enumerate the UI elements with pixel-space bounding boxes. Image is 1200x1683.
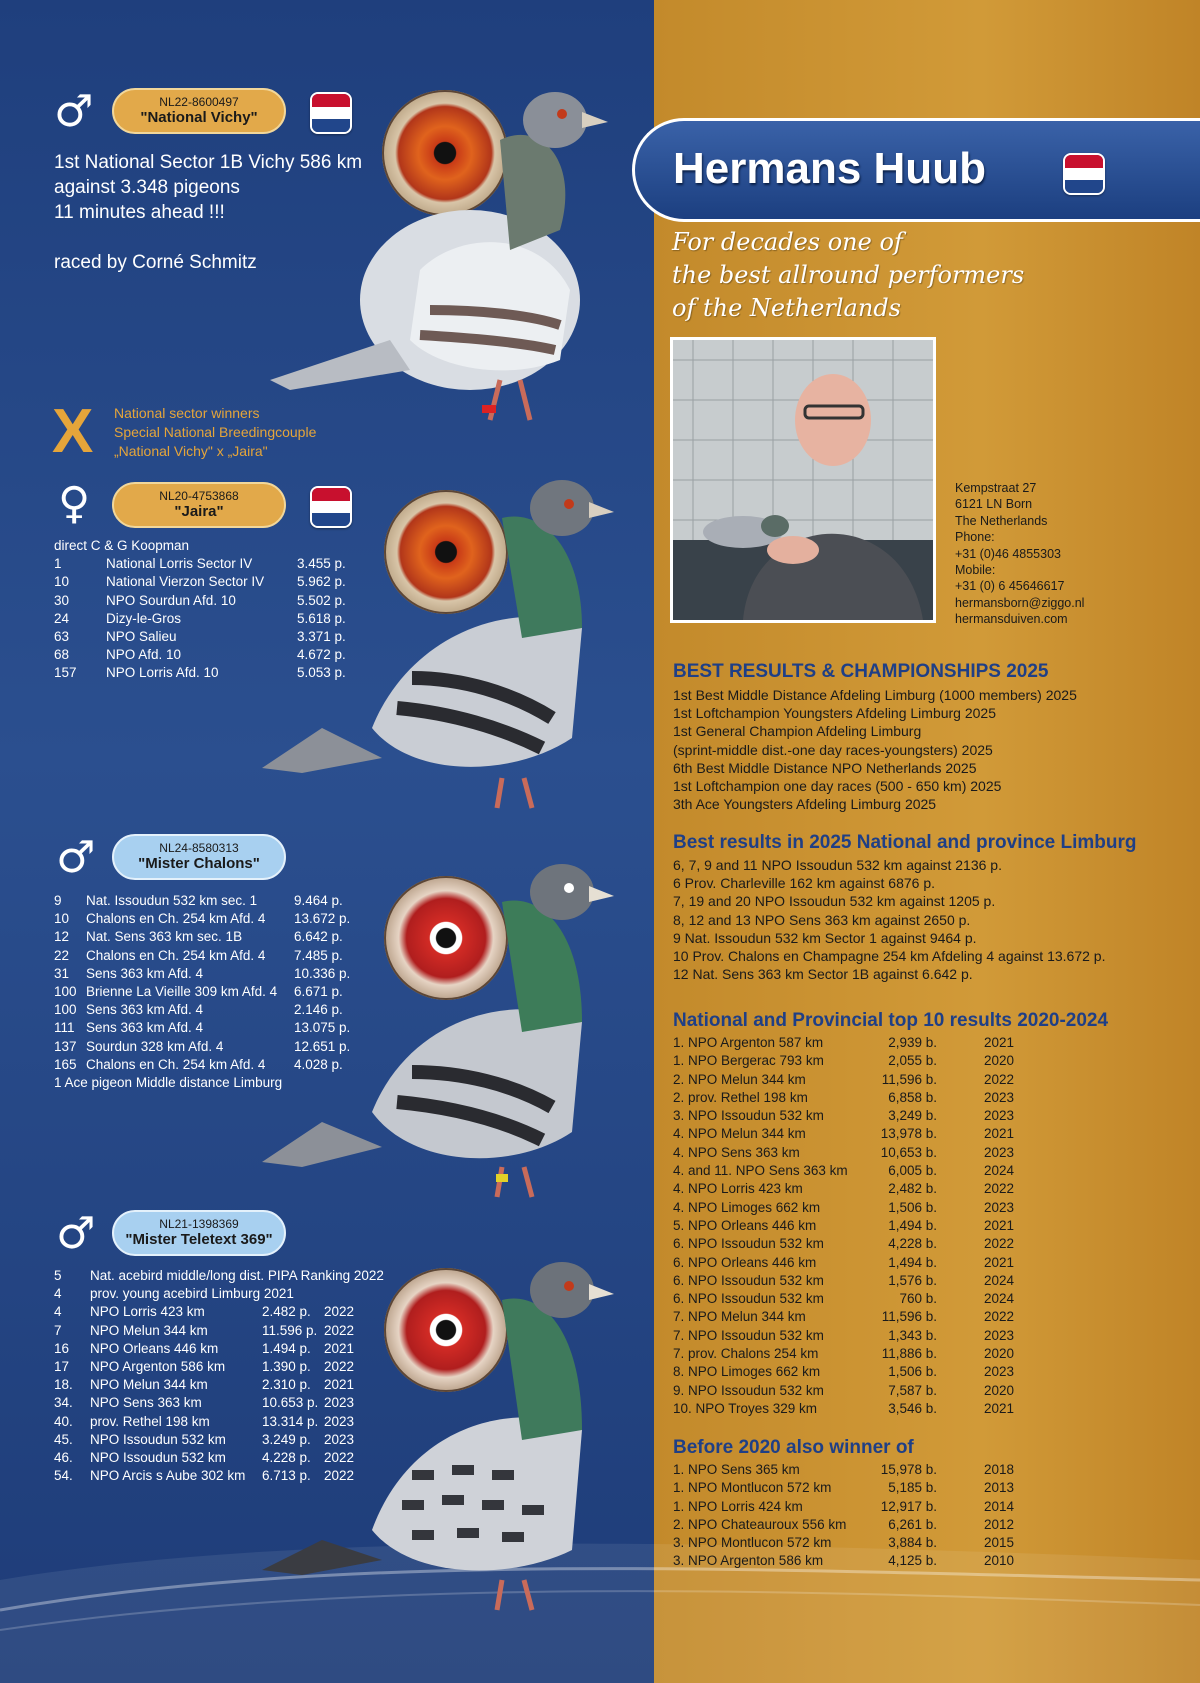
cell: 4. and 11. NPO Sens 363 km: [673, 1163, 848, 1179]
table-row: [673, 1235, 1073, 1253]
cell: 760 b.: [899, 1291, 937, 1307]
cell: 2,939 b.: [888, 1035, 937, 1050]
cell: 34.: [54, 1395, 73, 1411]
list-item: 7, 19 and 20 NPO Issoudun 532 km against 1205 p.: [673, 893, 996, 910]
cell: 6.671 p.: [294, 983, 343, 999]
top10-heading: National and Provincial top 10 results 2020-2024: [673, 1010, 1109, 1031]
ring-number: NL24-8580313: [159, 841, 239, 855]
text-line: 11 minutes ahead !!!: [54, 202, 225, 223]
table-row: [673, 1400, 1073, 1418]
text-line: „National Vichy" x „Jaira": [114, 443, 268, 459]
contact-block: [955, 480, 1084, 628]
cell: National Lorris Sector IV: [106, 556, 253, 572]
netherlands-flag-icon: [1063, 153, 1105, 195]
email-link[interactable]: hermansborn@ziggo.nl: [955, 595, 1085, 610]
title-banner: [632, 118, 1200, 222]
cell: 2020: [984, 1346, 1015, 1362]
cell: 4. NPO Lorris 423 km: [673, 1181, 803, 1197]
website-link[interactable]: hermansduiven.com: [955, 612, 1068, 627]
table-row: [673, 1516, 1073, 1534]
cell: 12,917 b.: [880, 1498, 937, 1514]
cell: 1. NPO Sens 365 km: [673, 1462, 800, 1477]
cell: 2010: [984, 1553, 1015, 1569]
cell: Sens 363 km Afd. 4: [86, 1002, 204, 1018]
results-2025-list: [673, 856, 1105, 983]
before2020-table: [673, 1461, 1073, 1571]
ring-number: NL22-8600497: [159, 95, 239, 109]
cell: 13,978 b.: [880, 1126, 937, 1142]
cell: 2024: [984, 1163, 1015, 1179]
table-row: [673, 1382, 1073, 1400]
cell: National Vierzon Sector IV: [106, 574, 265, 590]
cell: 2021: [984, 1126, 1015, 1142]
list-item: 1st Loftchampion one day races (500 - 650 km) 2025: [673, 778, 1002, 795]
cell: 45.: [54, 1431, 73, 1447]
cell: 3,884 b.: [888, 1535, 937, 1551]
cell: prov. young acebird Limburg 2021: [90, 1286, 294, 1302]
top10-table: [673, 1034, 1073, 1418]
text-line: Special National Breedingcouple: [114, 424, 317, 440]
cell: 30: [54, 592, 70, 608]
cell: 2023: [984, 1144, 1015, 1160]
phone-number: +31 (0)46 4855303: [955, 546, 1061, 561]
cell: 3,546 b.: [888, 1400, 937, 1416]
cell: Sourdun 328 km Afd. 4: [86, 1038, 224, 1054]
cell: 11,596 b.: [881, 1309, 937, 1325]
pigeon-name: "Mister Teletext 369": [125, 1231, 273, 1248]
cell: 2022: [324, 1322, 355, 1338]
table-row: [673, 1479, 1073, 1497]
cell: NPO Melun 344 km: [90, 1377, 208, 1393]
list-item: 12 Nat. Sens 363 km Sector 1B against 6.642 p.: [673, 966, 973, 983]
cell: 2023: [984, 1327, 1015, 1343]
cell: 4.228 p.: [262, 1449, 311, 1465]
cell: 9.464 p.: [294, 893, 343, 908]
cell: 2021: [984, 1400, 1015, 1416]
cell: 10.653 p.: [262, 1395, 319, 1411]
table-row: [673, 1345, 1073, 1363]
tagline-line: of the Netherlands: [672, 294, 901, 322]
cell: 2023: [324, 1413, 355, 1429]
cell: 7. NPO Issoudun 532 km: [673, 1327, 824, 1343]
cell: 5,185 b.: [888, 1480, 937, 1496]
cell: Brienne La Vieille 309 km Afd. 4: [86, 983, 278, 999]
cell: 2021: [984, 1217, 1015, 1233]
cell: 4. NPO Limoges 662 km: [673, 1199, 821, 1215]
cell: 2022: [984, 1309, 1015, 1325]
cell: NPO Melun 344 km: [90, 1322, 208, 1338]
cell: NPO Orleans 446 km: [90, 1340, 219, 1356]
cell: 4,228 b.: [888, 1236, 937, 1252]
text-line: National sector winners: [114, 405, 260, 421]
cell: 10: [54, 574, 70, 590]
cell: 1,576 b.: [888, 1272, 937, 1288]
cell: 1. NPO Montlucon 572 km: [673, 1480, 832, 1496]
cell: NPO Lorris Afd. 10: [106, 665, 219, 681]
cell: 7. NPO Melun 344 km: [673, 1309, 806, 1325]
text-line: 1st National Sector 1B Vichy 586 km: [54, 152, 363, 173]
cell: 13.314 p.: [262, 1413, 319, 1429]
intro-text: direct C & G Koopman: [54, 538, 190, 553]
cell: 2023: [984, 1108, 1015, 1124]
cell: 2020: [984, 1053, 1015, 1069]
cell: 2,055 b.: [888, 1053, 937, 1069]
cell: 5. NPO Orleans 446 km: [673, 1217, 817, 1233]
cell: 2022: [324, 1358, 355, 1374]
address-line: Kempstraat 27: [955, 481, 1037, 495]
cell: Chalons en Ch. 254 km Afd. 4: [86, 947, 266, 963]
list-item: 6th Best Middle Distance NPO Netherlands 2025: [673, 759, 977, 776]
address-line: The Netherlands: [955, 513, 1048, 528]
cell: NPO Sourdun Afd. 10: [106, 592, 236, 608]
table-row: [673, 1272, 1073, 1290]
cell: 1.390 p.: [262, 1358, 311, 1374]
cell: 10: [54, 911, 70, 927]
cell: 4.672 p.: [297, 647, 346, 663]
cell: 5.962 p.: [297, 574, 346, 590]
ring-badge: [112, 482, 286, 528]
cell: 4: [54, 1286, 62, 1302]
cell: 5.502 p.: [297, 592, 346, 608]
tagline-line: For decades one of: [672, 228, 903, 256]
pigeon-name: "Mister Chalons": [138, 855, 260, 872]
best-results-list: [673, 686, 1077, 813]
cell: 16: [54, 1340, 70, 1356]
table-row: [673, 1217, 1073, 1235]
cell: NPO Lorris 423 km: [90, 1304, 205, 1320]
male-icon: ♂: [56, 832, 96, 883]
mobile-label: Mobile:: [955, 563, 996, 578]
cell: Nat. Sens 363 km sec. 1B: [86, 929, 243, 945]
cell: 63: [54, 628, 70, 644]
cell: NPO Sens 363 km: [90, 1395, 202, 1411]
cell: Chalons en Ch. 254 km Afd. 4: [86, 911, 266, 927]
cell: 2023: [984, 1364, 1015, 1380]
cell: 2022: [324, 1468, 355, 1484]
cell: 6. NPO Orleans 446 km: [673, 1254, 817, 1270]
pigeon-photo: [260, 80, 640, 450]
cell: 1. NPO Argenton 587 km: [673, 1035, 824, 1050]
table-row: [673, 1089, 1073, 1107]
cell: 9. NPO Issoudun 532 km: [673, 1382, 824, 1398]
cell: 7,587 b.: [888, 1382, 937, 1398]
cell: 3.371 p.: [297, 628, 346, 644]
text-line: raced by Corné Schmitz: [54, 252, 257, 273]
cell: 13.672 p.: [294, 911, 351, 927]
breeder-photo: [670, 337, 936, 623]
list-item: 1st General Champion Afdeling Limburg: [673, 723, 922, 740]
cell: 54.: [54, 1468, 73, 1484]
cell: 12: [54, 929, 70, 945]
cell: Nat. Issoudun 532 km sec. 1: [86, 893, 258, 908]
mobile-number: +31 (0) 6 45646617: [955, 579, 1065, 594]
cell: 6,005 b.: [888, 1163, 937, 1179]
cell: 2022: [984, 1181, 1015, 1197]
cell: 2013: [984, 1480, 1015, 1496]
ring-number: NL21-1398369: [159, 1217, 239, 1231]
cell: Sens 363 km Afd. 4: [86, 965, 204, 981]
cell: 6,858 b.: [888, 1089, 937, 1105]
table-row: [673, 1534, 1073, 1552]
ring-badge: [112, 834, 286, 880]
phone-label: Phone:: [955, 530, 995, 545]
cell: 11.596 p.: [262, 1322, 318, 1338]
cell: 1,494 b.: [888, 1217, 937, 1233]
cell: 2023: [984, 1199, 1015, 1215]
cell: 11,596 b.: [881, 1071, 937, 1087]
male-icon: ♂: [54, 86, 94, 137]
cell: 2024: [984, 1291, 1015, 1307]
pigeon-photo: [262, 862, 642, 1232]
list-item: 3th Ace Youngsters Afdeling Limburg 2025: [673, 796, 937, 813]
ring-badge: [112, 1210, 286, 1256]
cell: 2022: [984, 1236, 1015, 1252]
cell: 5.053 p.: [297, 665, 346, 681]
table-row: [673, 1071, 1073, 1089]
cell: 4: [54, 1304, 62, 1320]
cell: 6.642 p.: [294, 929, 343, 945]
cell: 13.075 p.: [294, 1020, 351, 1036]
cell: 9: [54, 893, 62, 908]
cell: 6. NPO Issoudun 532 km: [673, 1272, 824, 1288]
cell: NPO Arcis s Aube 302 km: [90, 1468, 246, 1484]
table-row: [673, 1363, 1073, 1381]
cell: 2023: [324, 1395, 355, 1411]
table-row: [673, 1308, 1073, 1326]
cell: 1,494 b.: [888, 1254, 937, 1270]
ring-number: NL20-4753868: [159, 489, 239, 503]
cell: 24: [54, 610, 70, 626]
cell: 111: [54, 1020, 75, 1036]
table-row: [673, 1125, 1073, 1143]
cell: 46.: [54, 1449, 73, 1465]
pigeon-photo: [262, 1260, 642, 1640]
cell: 4. NPO Melun 344 km: [673, 1126, 806, 1142]
cell: 2015: [984, 1535, 1015, 1551]
list-item: (sprint-middle dist.-one day races-youngsters) 2025: [673, 741, 993, 758]
text-line: against 3.348 pigeons: [54, 177, 240, 198]
cell: 2014: [984, 1498, 1015, 1514]
cell: 1,506 b.: [888, 1364, 937, 1380]
cell: 1,343 b.: [888, 1327, 937, 1343]
cell: 2012: [984, 1516, 1015, 1532]
cell: Chalons en Ch. 254 km Afd. 4: [86, 1056, 266, 1072]
cell: 2022: [984, 1071, 1015, 1087]
male-icon: ♂: [56, 1208, 96, 1259]
cell: 4.028 p.: [294, 1056, 343, 1072]
cell: 2022: [324, 1449, 355, 1465]
cell: 31: [54, 965, 70, 981]
table-row: [673, 1052, 1073, 1070]
cell: 1.494 p.: [262, 1340, 311, 1356]
cell: 15,978 b.: [880, 1462, 937, 1477]
table-row: [673, 1290, 1073, 1308]
cell: 1: [54, 556, 62, 572]
cell: 2021: [324, 1377, 355, 1393]
cell: 2.310 p.: [262, 1377, 311, 1393]
cross-symbol: X: [52, 397, 94, 466]
table-row: [673, 1107, 1073, 1125]
cell: 4. NPO Sens 363 km: [673, 1144, 800, 1160]
cell: 6. NPO Issoudun 532 km: [673, 1236, 824, 1252]
cell: 157: [54, 665, 77, 681]
list-item: 6 Prov. Charleville 162 km against 6876 p.: [673, 875, 935, 892]
list-item: 6, 7, 9 and 11 NPO Issoudun 532 km against 2136 p.: [673, 857, 1002, 873]
cell: 6. NPO Issoudun 532 km: [673, 1291, 824, 1307]
cell: 100: [54, 983, 77, 999]
cell: 2023: [984, 1089, 1015, 1105]
cell: NPO Afd. 10: [106, 647, 182, 663]
cell: 2020: [984, 1382, 1015, 1398]
table-row: [673, 1180, 1073, 1198]
cell: 2022: [324, 1304, 355, 1320]
cell: 11,886 b.: [881, 1346, 937, 1362]
cell: 2021: [984, 1254, 1015, 1270]
cell: 2021: [984, 1035, 1015, 1050]
cell: 10. NPO Troyes 329 km: [673, 1400, 818, 1416]
cell: 3. NPO Argenton 586 km: [673, 1553, 824, 1569]
cell: 17: [54, 1358, 70, 1374]
cell: 2.146 p.: [294, 1002, 343, 1018]
cell: 2.482 p.: [262, 1304, 311, 1320]
cell: 6,261 b.: [888, 1516, 937, 1532]
cell: 10,653 b.: [880, 1144, 937, 1160]
cell: 1,506 b.: [888, 1199, 937, 1215]
cell: 18.: [54, 1377, 73, 1393]
cell: 3. NPO Montlucon 572 km: [673, 1535, 832, 1551]
best-results-heading: BEST RESULTS & CHAMPIONSHIPS 2025: [673, 661, 1049, 682]
cell: 2018: [984, 1462, 1015, 1477]
cell: 2,482 b.: [888, 1181, 937, 1197]
cell: 2024: [984, 1272, 1015, 1288]
cell: 7. prov. Chalons 254 km: [673, 1346, 819, 1362]
cell: Sens 363 km Afd. 4: [86, 1020, 204, 1036]
cell: 165: [54, 1056, 77, 1072]
table-row: [673, 1552, 1073, 1570]
footer-text: 1 Ace pigeon Middle distance Limburg: [54, 1074, 283, 1090]
pigeon-photo: [262, 478, 642, 848]
table-row: [673, 1199, 1073, 1217]
cell: NPO Argenton 586 km: [90, 1358, 226, 1374]
cell: 100: [54, 1002, 77, 1018]
cell: 6.713 p.: [262, 1468, 311, 1484]
results-2025-heading: Best results in 2025 National and province Limburg: [673, 832, 1137, 853]
cell: 1. NPO Lorris 424 km: [673, 1498, 803, 1514]
cell: 5: [54, 1268, 62, 1283]
table-row: [673, 1461, 1073, 1479]
table-row: [673, 1144, 1073, 1162]
cell: 1. NPO Bergerac 793 km: [673, 1053, 824, 1069]
cell: NPO Issoudun 532 km: [90, 1449, 226, 1465]
pigeon-name: "National Vichy": [140, 109, 258, 126]
cell: 2023: [324, 1431, 355, 1447]
list-item: 1st Best Middle Distance Afdeling Limburg (1000 members) 2025: [673, 687, 1077, 703]
address-line: 6121 LN Born: [955, 497, 1033, 512]
list-item: 9 Nat. Issoudun 532 km Sector 1 against 9464 p.: [673, 929, 977, 946]
tagline: [672, 226, 1024, 325]
cell: 4,125 b.: [888, 1553, 937, 1569]
breeder-name: Hermans Huub: [673, 144, 986, 193]
cell: 5.618 p.: [297, 610, 346, 626]
cell: 8. NPO Limoges 662 km: [673, 1364, 821, 1380]
table-row: [673, 1034, 1073, 1052]
list-item: 10 Prov. Chalons en Champagne 254 km Afdeling 4 against 13.672 p.: [673, 948, 1106, 965]
cell: 40.: [54, 1413, 73, 1429]
cell: 2. NPO Melun 344 km: [673, 1071, 806, 1087]
cell: 3.249 p.: [262, 1431, 311, 1447]
table-row: [673, 1498, 1073, 1516]
cell: Nat. acebird middle/long dist. PIPA Ranking 2022: [90, 1268, 384, 1283]
cell: 68: [54, 647, 70, 663]
cell: 2. NPO Chateauroux 556 km: [673, 1516, 847, 1532]
cell: 22: [54, 947, 70, 963]
pigeon-name: "Jaira": [174, 503, 224, 520]
cell: 2. prov. Rethel 198 km: [673, 1089, 808, 1105]
cell: 3,249 b.: [888, 1108, 937, 1124]
cell: prov. Rethel 198 km: [90, 1413, 210, 1429]
tagline-line: the best allround performers: [672, 261, 1025, 289]
couple-description: [114, 404, 316, 461]
cell: 3.455 p.: [297, 556, 346, 572]
cell: 12.651 p.: [294, 1038, 351, 1054]
cell: 7: [54, 1322, 62, 1338]
cell: 7.485 p.: [294, 947, 343, 963]
female-icon: ♀: [58, 478, 91, 529]
list-item: 1st Loftchampion Youngsters Afdeling Limburg 2025: [673, 705, 997, 722]
cell: NPO Issoudun 532 km: [90, 1431, 226, 1447]
cell: 137: [54, 1038, 77, 1054]
before2020-heading: Before 2020 also winner of: [673, 1437, 914, 1458]
cell: 10.336 p.: [294, 965, 351, 981]
cell: NPO Salieu: [106, 628, 177, 644]
table-row: [673, 1327, 1073, 1345]
table-row: [673, 1162, 1073, 1180]
list-item: 8, 12 and 13 NPO Sens 363 km against 2650 p.: [673, 911, 971, 928]
cell: 2021: [324, 1340, 355, 1356]
table-row: [673, 1254, 1073, 1272]
cell: Dizy-le-Gros: [106, 610, 182, 626]
cell: 3. NPO Issoudun 532 km: [673, 1108, 824, 1124]
